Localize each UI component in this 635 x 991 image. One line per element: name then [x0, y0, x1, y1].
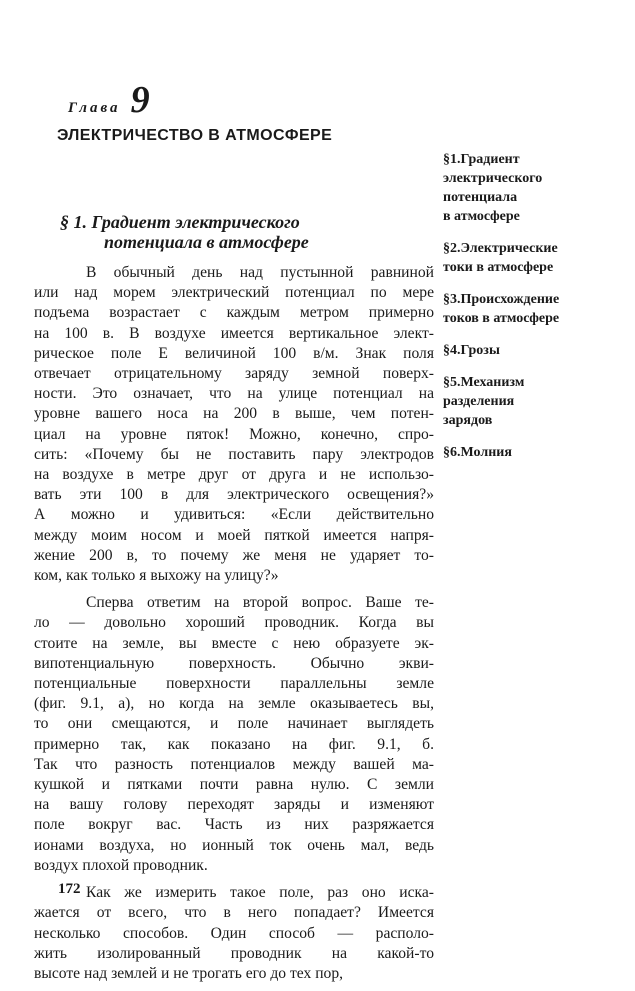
text-line: примерно так, как показано на фиг. 9.1, б. — [34, 735, 434, 753]
toc-item-text: Градиент — [460, 152, 520, 167]
text-line: Сперва ответим на второй вопрос. Ваше те- — [86, 594, 434, 612]
toc-item — [443, 290, 623, 328]
toc-item — [443, 150, 623, 226]
toc-item-text: Механизм — [460, 375, 525, 390]
toc-item-text: Молния — [460, 445, 512, 460]
paragraph — [34, 883, 434, 984]
toc-item-line — [443, 443, 623, 462]
text-line: подъема возрастает с каждым метром примерно — [34, 304, 434, 322]
text-line: стоите на земле, вы вместе с нею образуете эк- — [34, 634, 434, 652]
toc-item-marker: §5. — [443, 375, 461, 390]
toc-item-line: электрического — [443, 171, 543, 186]
section-number: § 1. — [60, 212, 87, 232]
text-line: между моим носом и моей пяткой имеется напря- — [34, 526, 434, 544]
text-line: несколько способов. Один способ — располо- — [34, 924, 434, 942]
toc-item-line — [443, 373, 623, 392]
text-line: воздух плохой проводник. — [34, 856, 208, 874]
text-line: ионами воздуха, но ионный ток очень мал, ведь — [34, 836, 434, 854]
text-line: ности. Это означает, что на улице потенциал на — [34, 385, 434, 403]
chapter-number: 9 — [130, 79, 150, 121]
toc-item-marker: §4. — [443, 343, 461, 358]
toc-item-line: токи в атмосфере — [443, 260, 554, 275]
text-line: ком, как только я выхожу на улицу?» — [34, 567, 279, 585]
text-line: высоте над землей и не трогать его до тех пор, — [34, 964, 344, 982]
toc-item-marker: §6. — [443, 445, 461, 460]
text-line: то они смещаются, и поле начинает выглядеть — [34, 715, 434, 733]
text-line: ло — довольно хороший проводник. Когда вы — [34, 614, 434, 632]
text-line: или над морем электрический потенциал по мере — [34, 284, 434, 302]
body-text — [34, 263, 434, 991]
text-line: жение 200 в, то почему же меня не ударяет то- — [34, 546, 434, 564]
text-line: на вашу голову переходят заряды и изменяют — [34, 796, 434, 814]
toc-item-line: в атмосфере — [443, 209, 520, 224]
text-line: Так что разность потенциалов между вашей ма- — [34, 755, 434, 773]
toc-item — [443, 341, 623, 360]
text-line: потенциальные поверхности параллельны земле — [34, 675, 434, 693]
section-heading-line1: Градиент электрического — [91, 212, 300, 232]
text-line: вать эти 100 в для электрического освещения?» — [34, 486, 434, 504]
text-line: сить: «Почему бы не поставить пару электродов — [34, 445, 434, 463]
toc-item-text: Грозы — [460, 343, 500, 358]
text-line: В обычный день над пустынной равниной — [86, 264, 434, 281]
toc-item-line: зарядов — [443, 413, 493, 428]
toc-item-line — [443, 341, 623, 360]
toc-item-marker: §3. — [443, 292, 461, 307]
toc-item — [443, 373, 623, 430]
toc-item-text: Происхождение — [460, 292, 560, 307]
chapter-label — [68, 78, 150, 122]
toc-item-line: разделения — [443, 394, 515, 409]
toc-item-marker: §2. — [443, 241, 461, 256]
text-line: А можно и удивиться: «Если действительно — [34, 506, 434, 524]
chapter-title: ЭЛЕКТРИЧЕСТВО В АТМОСФЕРЕ — [57, 127, 333, 144]
section-contents-list — [443, 150, 623, 475]
text-line: Как же измерить такое поле, раз оно иска- — [86, 884, 434, 902]
toc-item-line — [443, 290, 623, 309]
text-line: (фиг. 9.1, а), но когда на земле оказываетесь вы, — [34, 695, 434, 713]
text-line: на воздухе в метре друг от друга и не использо- — [34, 466, 434, 484]
toc-item-line — [443, 239, 623, 258]
paragraph — [34, 263, 434, 586]
chapter-word: Глава — [68, 100, 121, 116]
text-line: поле вокруг вас. Часть из них разряжается — [34, 816, 434, 834]
text-line: випотенциальную поверхность. Обычно экви- — [34, 654, 434, 672]
toc-item — [443, 443, 623, 462]
toc-item-text: Электрические — [460, 241, 558, 256]
text-line: циал на уровне пяток! Можно, конечно, спро- — [34, 425, 434, 443]
page-number: 172 — [58, 881, 81, 897]
text-line: жается от всего, что в него попадает? Имеется — [34, 904, 434, 922]
section-heading — [60, 212, 309, 252]
text-line: рическое поле E величиной 100 в/м. Знак поля — [34, 344, 434, 362]
toc-item-line: потенциала — [443, 190, 518, 205]
toc-item — [443, 239, 623, 277]
paragraph — [34, 593, 434, 876]
text-line: жить изолированный проводник на какой-то — [34, 944, 434, 962]
text-line: кушкой и пятками почти равна нулю. С земли — [34, 776, 434, 794]
toc-item-marker: §1. — [443, 152, 461, 167]
toc-item-line: токов в атмосфере — [443, 311, 560, 326]
toc-item-line — [443, 150, 623, 169]
text-line: отвечает отрицательному заряду земной поверх- — [34, 365, 434, 383]
text-line: на 100 в. В воздухе имеется вертикальное элект- — [34, 324, 434, 342]
section-heading-line2: потенциала в атмосфере — [104, 232, 309, 252]
text-line: уровне вашего носа на 200 в выше, чем потен- — [34, 405, 434, 423]
